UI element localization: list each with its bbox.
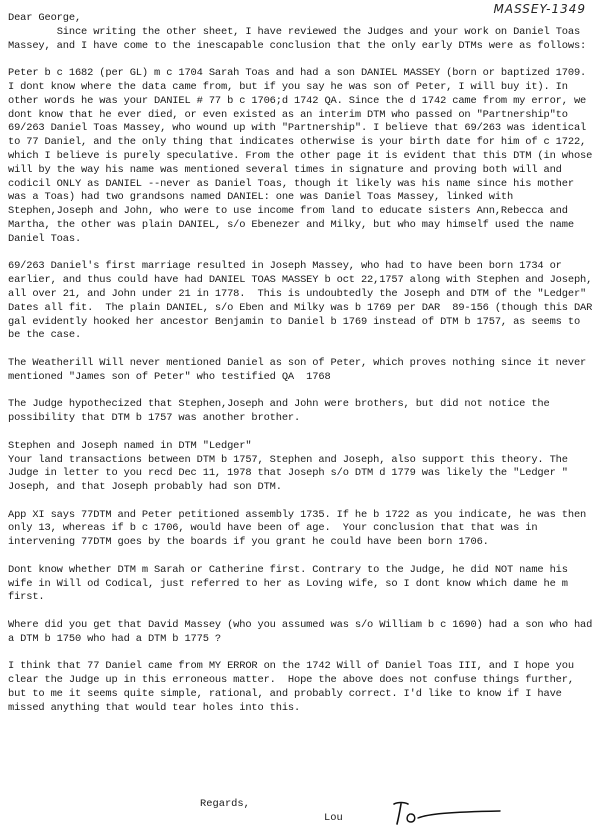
paragraph-1: Since writing the other sheet, I have reviewed the Judges and your work on Daniel Toas Massey, and I have come to the inescapable conclusion that the only early DTMs were as follows: <box>8 25 587 52</box>
reference-mark: MASSEY-1349 <box>493 2 586 16</box>
paragraph-4: The Weatherill Will never mentioned Daniel as son of Peter, which proves nothing since it never mentioned "James son of Peter" who testified QA 1768 <box>8 356 593 383</box>
paragraph-8: Dont know whether DTM m Sarah or Catherine first. Contrary to the Judge, he did NOT name his wife in Will od Codical, just referred to her as Loving wife, so I dont know which dame he m first. <box>8 563 574 604</box>
paragraph-7: App XI says 77DTM and Peter petitioned assembly 1735. If he b 1722 as you indicate, he was then only 13, whereas if b c 1706, would have been of age. Your conclusion that that was in intervening 77DTM goes by the boards if you grant he could have been born 1706. <box>8 508 593 549</box>
paragraph-10: I think that 77 Daniel came from MY ERROR on the 1742 Will of Daniel Toas III, and I hope you clear the Judge up in this erroneous matter. Hope the above does not confuse things further, but to me it seems quite simple, rational, and probably correct. I'd like to know if I have missed anything that would tear holes into this. <box>8 660 581 714</box>
paragraph-2: Peter b c 1682 (per GL) m c 1704 Sarah Toas and had a son DANIEL MASSEY (born or baptized 1709. I dont know where the data came from, but if you say he was son of Peter, I will buy it). In other words he was your DANIEL # 77 b c 1706;d 1742 QA. Since the d 1742 came from my error, we dont know that he ever died, or even existed as an interim DTM who passed on "Partnership"to 69/263 Daniel Toas Massey, who wound up with "Partnership". I believe that 69/263 was identical to 77 Daniel, and the only thing that indicates otherwise is your birth date for him of c 1722, which I believe is purely speculative. From the other page it is evident that this DTM (in whose will by the way his name was mentioned several times in signature and proving both will and codicil ONLY as DANIEL --never as Daniel Toas, though it likely was his name since his mother was a Toas) had two grandsons named DANIEL: one was Daniel Toas Massey, linked with Stephen,Joseph and John, who were to use income from land to educate sisters Ann,Rebecca and Martha, the other was plain DANIEL, s/o Ebenezer and Milky, but who may himself used the name Daniel Toas. <box>8 67 599 245</box>
paragraph-5: The Judge hypothecized that Stephen,Joseph and John were brothers, but did not notice the possibility that DTM b 1757 was another brother. <box>8 398 556 425</box>
paragraph-9: Where did you get that David Massey (who you assumed was s/o William b c 1690) had a son who had a DTM b 1750 who had a DTM b 1775 ? <box>8 619 599 645</box>
letter-body <box>8 12 599 729</box>
paragraph-6: Stephen and Joseph named in DTM "Ledger" Your land transactions between DTM b 1757, Stephen and Joseph, also support this theory. The Judge in letter to you recd Dec 11, 1978 that Joseph s/o DTM d 1779 was likely the "Ledger " Joseph, and that Joseph probably had son DTM. <box>8 439 568 494</box>
handwritten-signature <box>388 798 508 828</box>
closing: Regards, <box>200 798 250 810</box>
paragraph-3: 69/263 Daniel's first marriage resulted in Joseph Massey, who had to have been born 1734 or earlier, and thus could have had DANIEL TOAS MASSEY b oct 22,1757 along with Stephen and Joseph, all over 21, and John under 21 in 1778. This is undoubtedly the Joseph and DTM of the "Ledger" Dates all fit. The plain DANIEL, s/o Eben and Milky was b 1769 per DAR 89-156 (though this DAR gal evidently hooked her ancestor Benjamin to Daniel b 1769 instead of DTM b 1757, as seems to be the case. <box>8 260 599 342</box>
salutation: Dear George, <box>8 12 82 24</box>
signature-name: Lou <box>324 812 343 824</box>
